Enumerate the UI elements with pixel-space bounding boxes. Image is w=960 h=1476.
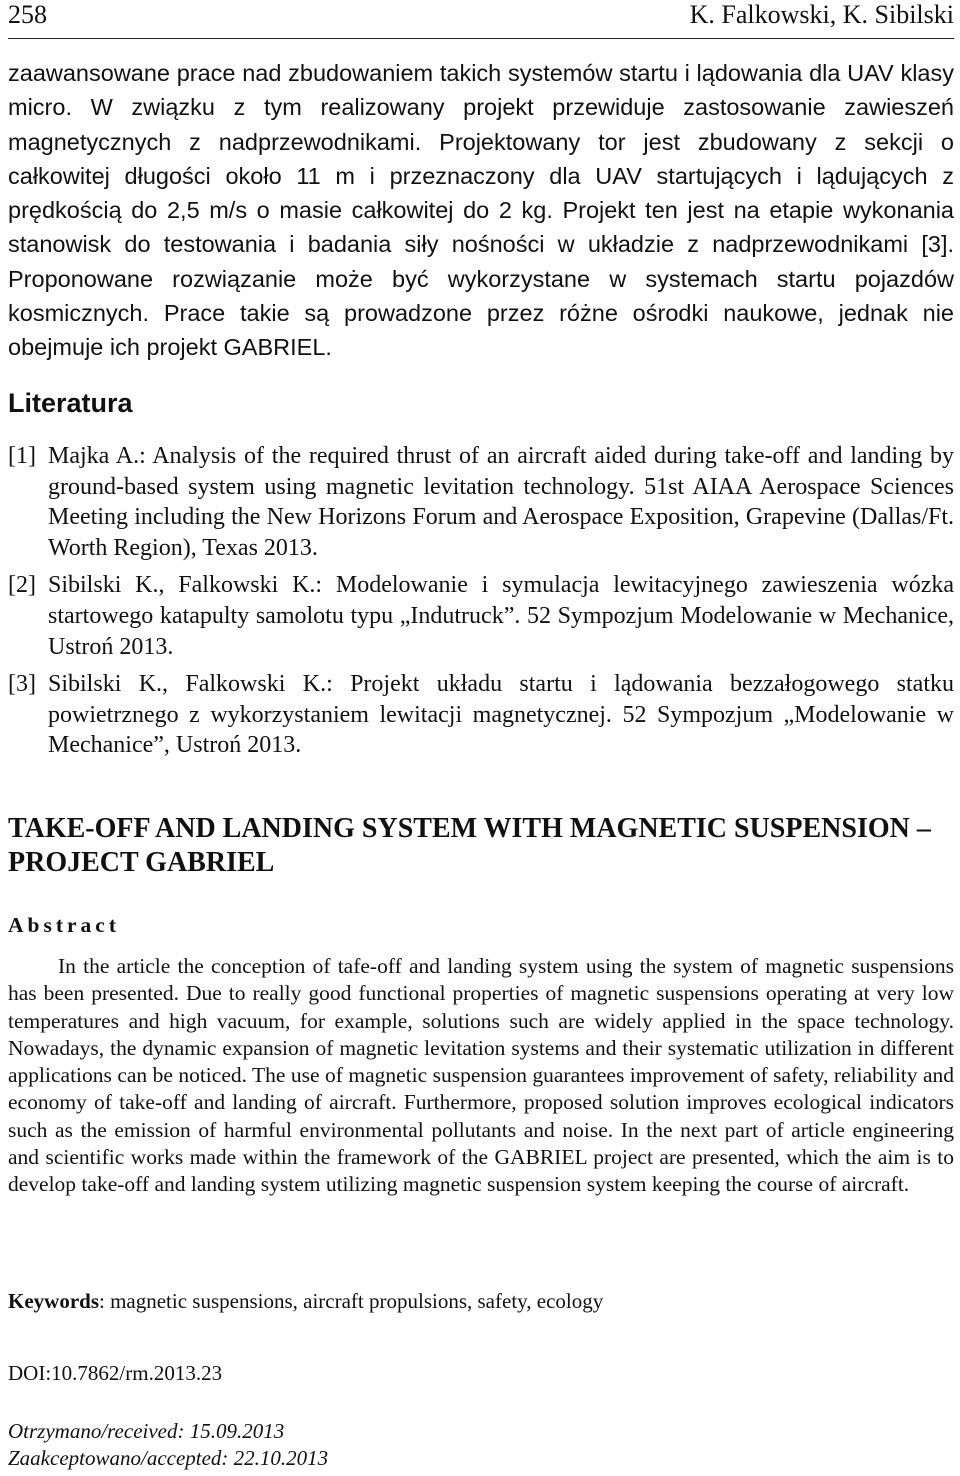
reference-item xyxy=(8,570,954,662)
body-paragraph: zaawansowane prace nad zbudowaniem takich systemów startu i lądowania dla UAV klasy micro. W związku z tym realizowany projekt przewiduje zastosowanie zawieszeń magnetycznych z nadprzewodnikami. Projektowany tor jest zbudowany z sekcji o całkowitej długości około 11 m i przeznaczony dla UAV startujących i lądujących z prędkością do 2,5 m/s o masie całkowitej do 2 kg. Projekt ten jest na etapie wykonania stanowisk do testowania i badania siły nośności w układzie z nadprzewodnikami [3]. Proponowane rozwiązanie może być wykorzystane w systemach startu pojazdów kosmicznych. Prace takie są prowadzone przez różne ośrodki naukowe, jednak nie obejmuje ich projekt GABRIEL. xyxy=(8,60,954,361)
reference-number: [3] xyxy=(8,671,36,698)
keywords-label: Keywords xyxy=(8,1289,99,1313)
running-authors: K. Falkowski, K. Sibilski xyxy=(689,0,954,29)
running-header xyxy=(8,0,954,39)
reference-text: Majka A.: Analysis of the required thrust of an aircraft aided during take-off and landing by ground-based system using magnetic levitation technology. 51st AIAA Aerospace Sciences Meeting including the New Horizons Forum and Aerospace Exposition, Grapevine (Dallas/Ft. Worth Region), Texas 2013. xyxy=(48,443,954,561)
reference-text: Sibilski K., Falkowski K.: Projekt układu startu i lądowania bezzałogowego statku powietrznego z wykorzystaniem lewitacji magnetycznej. 52 Sympozjum „Modelowanie w Mechanice”, Ustroń 2013. xyxy=(48,671,954,759)
keywords-text: : magnetic suspensions, aircraft propulsions, safety, ecology xyxy=(99,1289,604,1313)
received-date: Otrzymano/received: 15.09.2013 xyxy=(8,1419,285,1443)
keywords-line xyxy=(8,1286,954,1316)
reference-list xyxy=(8,441,954,768)
doi: DOI:10.7862/rm.2013.23 xyxy=(8,1361,223,1385)
dates xyxy=(8,1418,328,1472)
reference-number: [2] xyxy=(8,572,36,599)
reference-item xyxy=(8,669,954,761)
literature-heading: Literatura xyxy=(8,388,133,418)
accepted-date: Zaakceptowano/accepted: 22.10.2013 xyxy=(8,1446,329,1470)
abstract-heading: Abstract xyxy=(8,913,121,937)
reference-number: [1] xyxy=(8,443,36,469)
page-number: 258 xyxy=(8,0,47,29)
english-title: TAKE-OFF AND LANDING SYSTEM WITH MAGNETIC SUSPENSION – PROJECT GABRIEL xyxy=(8,813,931,878)
reference-item xyxy=(8,441,954,563)
reference-text: Sibilski K., Falkowski K.: Modelowanie i symulacja lewitacyjnego zawieszenia wózka startowego katapulty samolotu typu „Indutruck”. 52 Sympozjum Modelowanie w Mechanice, Ustroń 2013. xyxy=(48,572,954,660)
abstract-text: In the article the conception of tafe-off and landing system using the system of magnetic suspensions has been presented. Due to really good functional properties of magnetic suspensions operating at very low temperatures and high vacuum, for example, solutions such are widely applied in the space technology. Nowadays, the dynamic expansion of magnetic levitation systems and their systematic utilization in different applications can be noticed. The use of magnetic suspension guarantees improvement of safety, reliability and economy of take-off and landing of aircraft. Furthermore, proposed solution improves ecological indicators such as the emission of harmful environmental pollutants and noise. In the next part of article engineering and scientific works made within the framework of the GABRIEL project are presented, which the aim is to develop take-off and landing system utilizing magnetic suspension system keeping the course of aircraft. xyxy=(8,954,954,1197)
